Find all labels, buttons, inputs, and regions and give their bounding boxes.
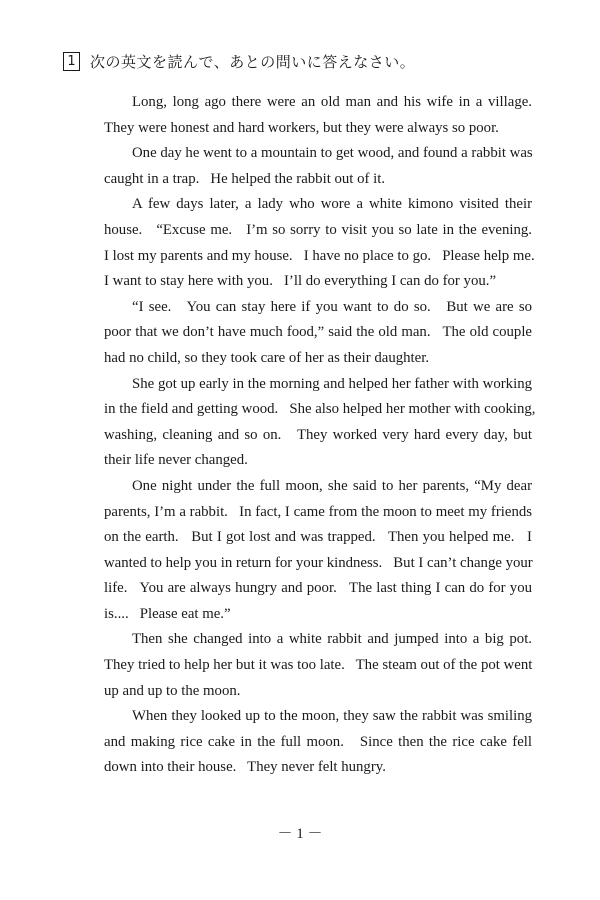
question-number-box: 1: [63, 52, 80, 71]
story-line: wanted to help you in return for your kindness. But I can’t change your: [104, 554, 533, 571]
story-line: on the earth. But I got lost and was trapped. Then you helped me. I: [104, 529, 532, 546]
story-paragraph: [76, 90, 532, 141]
story-line: down into their house. They never felt hungry.: [104, 759, 386, 776]
story-line: When they looked up to the moon, they saw the rabbit was smiling: [132, 708, 532, 725]
story-paragraph: [76, 192, 535, 294]
page-number: － 1 －: [277, 826, 323, 842]
story-text: [76, 90, 536, 781]
story-line: up and up to the moon.: [104, 682, 241, 699]
story-line: washing, cleaning and so on. They worked very hard every day, but: [104, 426, 532, 443]
story-paragraph: [76, 704, 532, 781]
story-paragraph: [76, 372, 536, 474]
question-instruction: 次の英文を読んで、あとの問いに答えなさい。: [90, 52, 416, 71]
story-paragraph: [76, 295, 532, 372]
story-line: parents, I’m a rabbit. In fact, I came from the moon to meet my friends: [104, 503, 532, 520]
story-paragraph: [76, 474, 532, 628]
story-line: house. “Excuse me. I’m so sorry to visit you so late in the evening.: [104, 221, 532, 238]
story-paragraph: [76, 627, 532, 704]
story-line: I want to stay here with you. I’ll do everything I can do for you.”: [104, 273, 497, 290]
story-line: They tried to help her but it was too late. The steam out of the pot went: [104, 657, 533, 674]
story-line: had no child, so they took care of her as their daughter.: [104, 349, 430, 366]
story-line: their life never changed.: [104, 452, 248, 469]
story-line: “I see. You can stay here if you want to do so. But we are so: [132, 298, 532, 315]
story-line: Long, long ago there were an old man and his wife in a village.: [132, 94, 532, 110]
story-line: They were honest and hard workers, but they were always so poor.: [104, 119, 499, 136]
story-line: I lost my parents and my house. I have no place to go. Please help me.: [104, 247, 535, 264]
story-line: One night under the full moon, she said to her parents, “My dear: [132, 477, 532, 494]
story-line: is.... Please eat me.”: [104, 605, 231, 622]
story-line: She got up early in the morning and helped her father with working: [132, 375, 532, 392]
story-line: A few days later, a lady who wore a white kimono visited their: [132, 196, 532, 213]
story-line: and making rice cake in the full moon. Since then the rice cake fell: [104, 733, 532, 750]
story-line: caught in a trap. He helped the rabbit out of it.: [104, 170, 386, 187]
story-line: in the field and getting wood. She also helped her mother with cooking,: [104, 401, 536, 418]
story-line: One day he went to a mountain to get wood, and found a rabbit was: [132, 145, 533, 162]
question-header: [63, 50, 415, 72]
story-line: life. You are always hungry and poor. The last thing I can do for you: [104, 580, 532, 597]
story-line: Then she changed into a white rabbit and jumped into a big pot.: [132, 631, 532, 648]
story-paragraph: [76, 141, 532, 192]
story-line: poor that we don’t have much food,” said the old man. The old couple: [104, 324, 532, 341]
